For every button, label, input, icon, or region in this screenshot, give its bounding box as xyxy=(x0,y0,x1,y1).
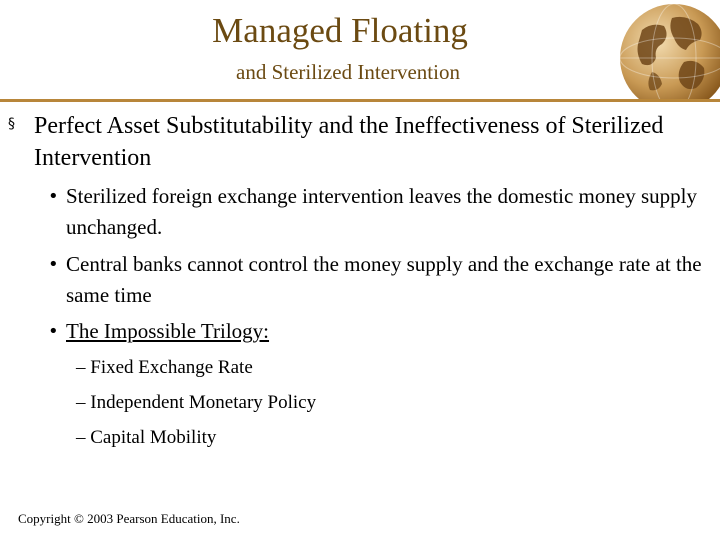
bullet-dot-icon: • xyxy=(48,186,59,207)
main-point: Perfect Asset Substitutability and the Ineffectiveness of Sterilized Intervention xyxy=(34,113,664,171)
trilogy-item: – Fixed Exchange Rate xyxy=(76,357,253,378)
trilogy-item: – Independent Monetary Policy xyxy=(76,392,317,413)
trilogy-link[interactable]: The Impossible Trilogy: xyxy=(66,319,270,343)
trilogy-item: – Capital Mobility xyxy=(76,427,217,448)
globe-icon xyxy=(612,0,720,102)
slide-title-line-1: Managed Floating xyxy=(212,11,468,50)
sub-point-text: Central banks cannot control the money supply and the exchange rate at the same time xyxy=(66,252,702,307)
copyright-footer: Copyright © 2003 Pearson Education, Inc. xyxy=(18,511,240,526)
square-bullet-icon: § xyxy=(8,116,15,132)
bullet-dot-icon: • xyxy=(48,321,59,342)
sub-point-text: Sterilized foreign exchange intervention leaves the domestic money supply unchanged. xyxy=(66,184,697,239)
slide-title-line-2: and Sterilized Intervention xyxy=(236,60,460,84)
bullet-dot-icon: • xyxy=(48,254,59,275)
title-divider xyxy=(0,99,720,102)
